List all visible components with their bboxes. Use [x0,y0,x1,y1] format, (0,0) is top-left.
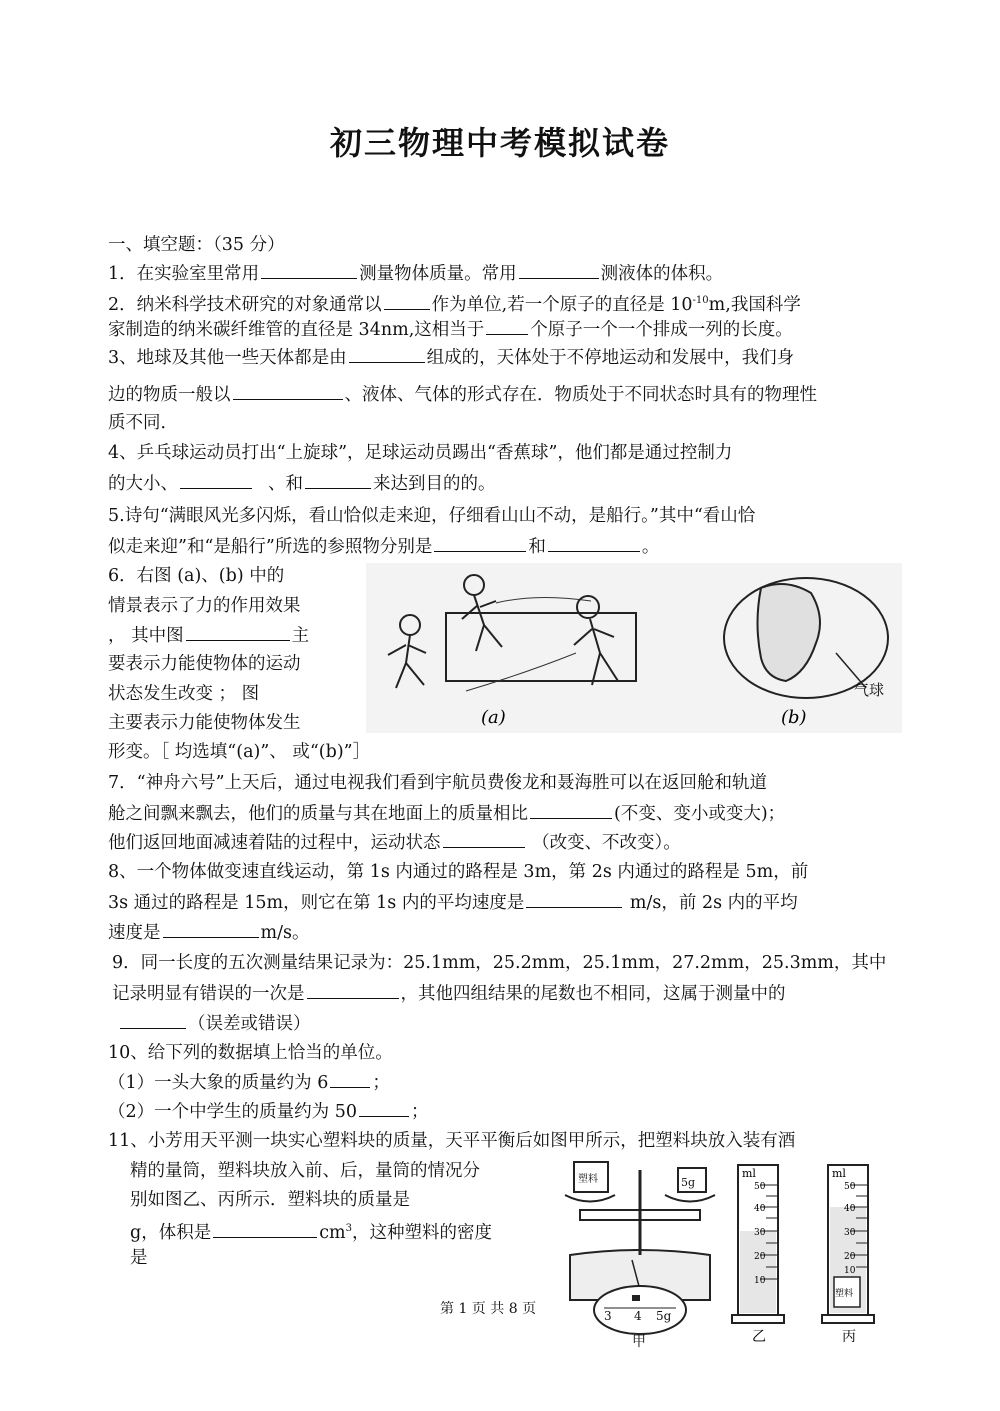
answer-blank[interactable] [213,1219,317,1238]
tick-label: 40 [844,1204,856,1214]
question-11-line-3: 别如图乙、丙所示．塑料块的质量是 [130,1190,410,1210]
scale-label: 3 [604,1309,612,1323]
answer-blank[interactable] [307,980,399,999]
tick-label: 30 [844,1228,856,1238]
answer-blank[interactable] [163,919,259,938]
answer-blank[interactable] [180,470,252,489]
answer-blank[interactable] [548,533,640,552]
answer-blank[interactable] [519,260,599,279]
question-7-line-3: 他们返回地面减速着陆的过程中，运动状态 （改变、不改变）。 [108,829,681,856]
question-11-line-4: g，体积是 $cm^3$，这种塑料的密度 [130,1216,492,1246]
balloon-label: 气球 [854,681,885,699]
figure-caption-b: (b) [781,707,807,728]
figure-caption-jia: 甲 [632,1334,646,1350]
answer-blank[interactable] [186,622,290,641]
question-6-line-6: 主要表示力能使物体发生 [108,713,301,733]
question-3-line-3: 质不同． [108,413,178,433]
question-11-line-5: 是 [130,1248,148,1268]
tick-label: 20 [844,1252,856,1262]
question-10-line-2: （1）一头大象的质量约为 6 ； [108,1069,390,1096]
tick-label: 10 [754,1276,766,1286]
cylinder-figure-bing [820,1155,880,1345]
question-8-line-1: 8、一个物体做变速直线运动，第 1s 内通过的路程是 3m，第 2s 内通过的路程是 5m，前 [108,862,809,882]
answer-blank[interactable] [330,1069,370,1088]
balloon-hand-icon [724,578,888,698]
question-9-line-2: 记录明显有错误的一次是 ，其他四组结果的尾数也不相同，这属于测量中的 [112,980,786,1007]
question-8-line-2: 3s 通过的路程是 15m，则它在第 1s 内的平均速度是 m/s，前 2s 内的平均 [108,889,798,916]
question-6-line-4: 要表示力能使物体的运动 [108,654,301,674]
balance-figure [560,1150,720,1350]
answer-blank[interactable] [120,1010,186,1029]
answer-blank[interactable] [443,829,525,848]
tick-label: 30 [754,1228,766,1238]
question-7-line-2: 舱之间飘来飘去，他们的质量与其在地面上的质量相比 (不变、变小或变大)； [108,800,785,827]
figure-caption-a: (a) [481,707,506,728]
question-5-line-2: 似走来迎”和“是船行”所选的参照物分别是 和 。 [108,533,659,560]
question-3-line-2: 边的物质一般以 、液体、气体的形式存在．物质处于不同状态时具有的物理性 [108,381,817,408]
weight-label: 5g [681,1176,696,1189]
question-8-line-3: 速度是 m/s。 [108,919,309,946]
ml-label: ml [742,1167,756,1180]
question-11-line-2: 精的量筒，塑料块放入前、后，量筒的情况分 [130,1161,480,1181]
answer-blank[interactable] [305,470,371,489]
question-6-line-2: 情景表示了力的作用效果 [108,596,301,616]
question-6-line-7: 形变。［ 均选填“(a)”、 或“(b)”］ [108,742,371,762]
answer-blank[interactable] [486,316,528,335]
answer-blank[interactable] [384,291,430,310]
question-6-line-5: 状态发生改变 ； 图 [108,684,260,704]
answer-blank[interactable] [261,260,357,279]
question-11-line-1: 11、小芳用天平测一块实心塑料块的质量，天平平衡后如图甲所示，把塑料块放入装有酒 [108,1131,796,1151]
tick-label: 50 [754,1182,766,1192]
scale-label: 5g [656,1309,672,1323]
scale-label: 4 [634,1309,642,1323]
question-5-line-1: 5.诗句“满眼风光多闪烁，看山恰似走来迎，仔细看山山不动，是船行。”其中“看山恰 [108,506,756,526]
tick-label: 20 [754,1252,766,1262]
page-footer: 第 1 页 共 8 页 [440,1301,537,1317]
answer-blank[interactable] [233,381,343,400]
figure-caption-yi: 乙 [752,1329,766,1345]
question-6-line-3: ， 其中图 主 [108,622,309,649]
plastic-label: 塑料 [578,1174,598,1185]
tick-label: 40 [754,1204,766,1214]
question-4-line-1: 4、乒乓球运动员打出“上旋球”，足球运动员踢出“香蕉球”，他们都是通过控制力 [108,443,733,463]
question-7-line-1: 7．“神舟六号”上天后，通过电视我们看到宇航员费俊龙和聂海胜可以在返回舱和轨道 [108,773,768,793]
answer-blank[interactable] [526,889,622,908]
question-3-line-1: 3、地球及其他一些天体都是由 组成的，天体处于不停地运动和发展中，我们身 [108,344,794,371]
question-9-line-1: 9．同一长度的五次测量结果记录为：25.1mm，25.2mm，25.1mm，27.2mm，25.3mm，其中 [112,953,887,973]
answer-blank[interactable] [530,800,612,819]
question-6-line-1: 6．右图 (a)、(b) 中的 [108,566,285,586]
question-1: 1．在实验室里常用 测量物体质量。常用 测液体的体积。 [108,260,723,287]
question-4-line-2: 的大小、 、和 来达到目的的。 [108,470,496,497]
question-9-line-3: （误差或错误） [118,1010,311,1037]
force-effect-figure [366,563,902,733]
question-10-line-3: （2）一个中学生的质量约为 50 ； [108,1098,428,1125]
cylinder-figure-yi [730,1155,790,1345]
answer-blank[interactable] [359,1098,409,1117]
tick-label: 10 [844,1266,856,1276]
page-title: 初三物理中考模拟试卷 [329,124,670,162]
answer-blank[interactable] [434,533,526,552]
section-heading: 一、填空题：（35 分） [108,235,285,255]
question-10-line-1: 10、给下列的数据填上恰当的单位。 [108,1043,393,1063]
tick-label: 50 [844,1182,856,1192]
question-2-line-2: 家制造的纳米碳纤维管的直径是 34nm,这相当于 个原子一个一个排成一列的长度。 [108,316,793,343]
answer-blank[interactable] [349,344,425,363]
ml-label: ml [832,1167,846,1180]
figure-caption-bing: 丙 [842,1329,856,1345]
plastic-label: 塑料 [835,1289,854,1299]
question-2-line-1: 2．纳米科学技术研究的对象通常以 作为单位,若一个原子的直径是 $10^{-10}m$,我国科学 [108,288,801,318]
